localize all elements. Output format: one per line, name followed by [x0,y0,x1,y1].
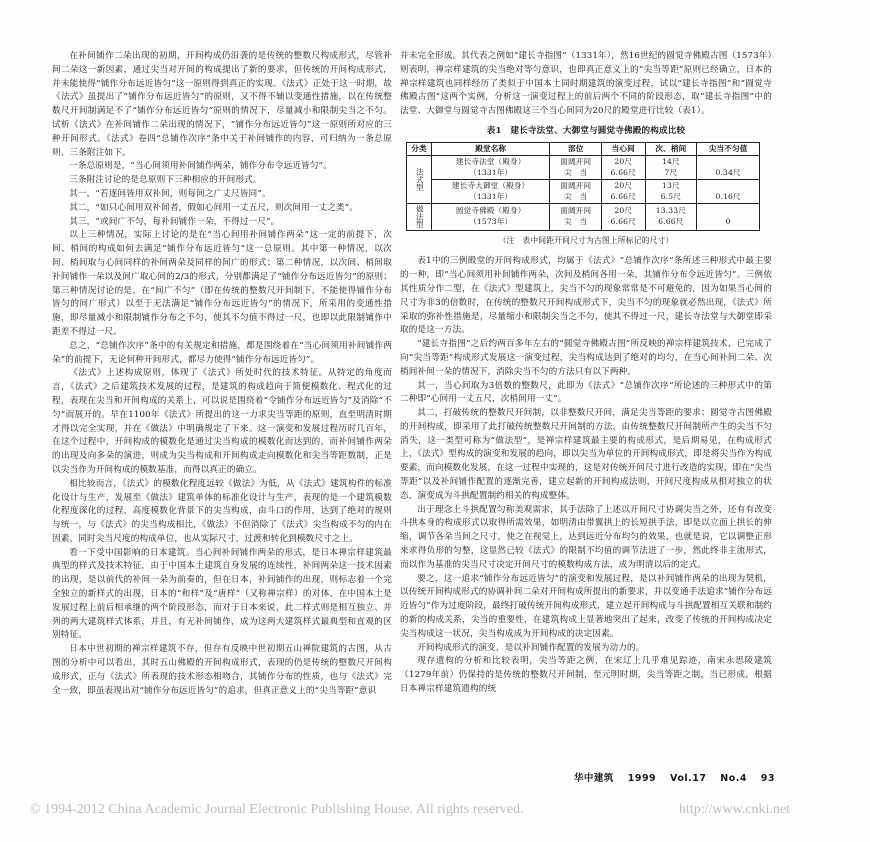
paragraph: 出于理念上斗拱配置匀称美观需求，其手法除了上述以开间尺寸协调尖当之外，还有有改变斗拱本身的构成形式以取得所需效果，如明清由带翼拱上的长短拱手法，即是以立面上拱长的伸缩，调节各朵当间之尺寸，使之在视觉上，达到远近分布均匀的效果，也就是说，它以调整正形来求得负形的匀整，这显然已较《法式》的限制不均值的调节法进了一步，然此终非主流形式，而以作为基准的尖当尺寸决定开间尺寸的模数构成方法，成为明清以后的定式。 [400,504,772,570]
cell-line: （1573年） [469,216,513,226]
paragraph: 三条附注讨论的是总原则下三种相应的开间形式。 [69,175,262,186]
cell-line [699,207,757,217]
table-cell-part [550,180,602,204]
page-footer [564,770,775,784]
cell-line: 7尺 [664,167,678,177]
left-column [52,50,392,698]
cnki-link: http://www.cnki.net [678,802,790,817]
cell-line: 建长寺大御堂（殿身） [451,181,530,191]
cell-line: 6.66尺 [610,167,636,177]
paragraph: 要之，这一追求“铺作分布远近皆匀”的演变和发展过程，是以补间铺作两朵的出现为契机，以传统开间构成形式的协调补间二朵对开间构成所提出的新要求，并以变通手法追求“铺作分布远近皆匀”作为过度阶段，最终打破传统开间构成形式，建立起开间构成与斗拱配置相互关联和制约的新的构成关系，尖当的重要性，在建筑构成上显著地突出了起来，改变了传统的开间构成决定尖当构成这一状况，尖当构成成为开间构成的决定因素。 [400,573,772,639]
page-number: 93 [760,773,775,784]
category-cell: 做法型 [407,204,432,230]
paragraph: 《法式》上述构成原则，体现了《法式》所处时代的技术特征。从特定的角度而言，《法式》之后建筑技术发展的过程，是建筑的构成趋向于简便模数化、程式化的过程，表现在尖当和开间构成的关系上，可以说是围绕着“令铺作分布远近皆匀”及消除“不匀”而展开的。早在1100年《法式》所提出的这一力求尖当等距的原则，直至明清时期才得以完全实现，并在《做法》中明确规定了下来。这一演变和发展过程历时几百年，在这个过程中，开间构成的模数化是通过尖当构成的模数化而达到的，而补间铺作两朵的出现及向多朵的演进，则成为尖当构成和开间构成走向模数化和尖当等距数制，正是以尖当作为开间构成的模数基准，而得以真正的确立。 [52,368,392,475]
paragraph: 其二，“如只心间用双补间者，假如心间用一丈五尺，则次间用一丈之类”。 [69,202,359,213]
cell-line: 20尺 [614,206,633,216]
table-caption: 表1 建长寺法堂、大御堂与圆觉寺佛殿的构成比较 [486,125,686,136]
journal-volume: Vol.17 [669,773,707,784]
table-cell-center [602,180,645,204]
cell-line: 13尺 [661,181,680,191]
right-column-top-text [400,50,772,119]
cell-line: 20尺 [614,181,633,191]
table-header-row [407,142,760,156]
category-cell: 法式型 [407,156,432,204]
paragraph: 日本中世初期的禅宗样建筑不存，但存有反映中世初期五山禅院建筑的古图，从古图的分析中可以看出，其时五山佛殿的开间构成形式，表现的仍是传统的整数尺开间构成形式，正与《法式》所表现的技术形态相吻合，其铺作分布的性质，也与《法式》完全一致，即虽表现出对“铺作分布远近皆匀”的追求，但真正意义上的“尖当等距”意识 [52,644,392,696]
cell-line: （1331年） [469,191,513,201]
table-header-cell: 殿堂名称 [432,142,550,156]
journal-name: 华中建筑 [573,773,614,784]
table-row [407,204,760,230]
cell-line: 0.16尺 [715,191,741,201]
table-header-cell: 当心间 [602,142,645,156]
cell-line: 圆觉寺佛殿（殿身） [455,206,526,216]
paragraph: 其一，当心间取为3倍数的整数尺，此即为《法式》“总铺作次序”所论述的三种形式中的第二种即“心间用一丈五尺，次梢间用一丈”。 [400,380,772,405]
table-header-cell: 次、梢间 [645,142,697,156]
paragraph: 总之，“总铺作次序”条中的有关规定和措施，都是围绕着在“当心间须用补间铺作两朵”的前提下，无论何种开间形式，都尽力使得“铺作分布远近皆匀”。 [52,340,392,365]
right-column-bottom-text [400,255,772,697]
paragraph: 并未完全形成。其代表之例如“建长寺指图”（1331年），然16世纪的圆觉寺佛殿古图（1573年）则表明，禅宗样建筑的尖当绝对等匀意识，也即真正意义上的“尖当等距”原则已经确立，日本的禅宗样建筑也同样经历了类似于中国本土同时期建筑的演变过程，试以“建长寺指图”和“圆觉寺佛殿古图”这两个实例，分析这一演变过程上的前后两个不同的阶段形态，取“建长寺指图”中的法堂、大御堂与圆觉寺古图佛殿这三个当心间同为20尺的殿堂进行比较（表1）。 [400,51,772,117]
table-header-cell: 部位 [550,142,602,156]
paragraph: 开间构成形式的演变，是以补间铺作配置的发展为动力的。 [417,642,645,653]
table-cell-side [645,180,697,204]
table-header-cell: 分类 [407,142,432,156]
table-cell-name [432,180,550,204]
table-cell-center [602,156,645,180]
cell-line: 面阔开间 [560,206,592,216]
paragraph: 以上三种情况，实际上讨论的是在“当心间用补间铺作两朵”这一定的前提下，次间、梢间的构成如何去满足“铺作分布远近皆匀”这一总原则。其中第一种情况，以次间、梢间取与心间同样的补间两朵及同样的间广的形式；第二种情况，以次间、梢间取补间铺作一朵以及间广取心间的2/3的形式，分别都满足了“铺作分布远近皆匀”的原则；第三种情况讨论的是，在“间广不匀”（即在传统的整数尺开间制下，不能使得铺作分布皆匀的间广形式）以至于无法满足“铺作分布远近皆匀”的情况下，所采用的变通性措施，即尽量减小和限制铺作分布之不匀，使其不匀值不得过一尺，也即以此限制铺作中距差不得过一尺。 [52,230,392,337]
cell-line: （1331年） [469,167,513,177]
cell-line: 6.66尺 [610,191,636,201]
table-cell-part [550,156,602,180]
table-row [407,156,760,180]
cell-line: 建长寺法堂（殿身） [455,157,526,167]
comparison-table [406,142,760,231]
cell-line: 尖 当 [564,216,588,226]
cell-line: 6.66尺 [658,216,684,226]
paragraph: 其二，打破传统的整数尺开间制，以非整数尺开间，满足尖当等距的要求；圆觉寺古图佛殿的开间构成，即采用了此打破传统整数尺开间制的方法，由传统整数尺开间制所产生的尖当不匀消失，这一类型可称为“做法型”，是禅宗样建筑最主要的构成形式，是后期易见，在构成形式上，《法式》型构成的演变和发展的趋向，即以尖当为单位的开间构成形式，即是将尖当作为构成要素，而向模数化发展，在这一过程中实现的，这是对传统开间尺寸进行改造的实现，即在“尖当等距”以及补间铺作配置的逐渐完善，建立起新的开间构成法则，开间尺度构成从相对独立的状态，演变成为斗拱配置制约相关的构成整体。 [400,408,772,501]
table-cell-side [645,156,697,180]
paragraph: 现存遗构的分析和比较表明，尖当等距之例，在宋辽上几乎难见踪迹，南宋永思陵建筑（1279年前）仍保持的是传统的整数尺开间制，至元明时期，尖当等距之制，当已形成，根据日本禅宗样建筑遗构的统 [400,656,772,695]
cell-line: 6.66尺 [610,216,636,226]
cell-line: 0 [725,216,731,226]
cell-line: 尖 当 [564,191,588,201]
copyright-text: © 1994-2012 China Academic Journal Electronic Publishing House. All rights reserved. [30,802,524,817]
paragraph: 一条总原则是，“当心间须用补间铺作两朵，铺作分布令远近皆匀”。 [69,161,332,172]
paragraph: 相比较而言，《法式》的模数化程度远较《做法》为低，从《法式》建筑构件的标准化设计与生产，发展至《做法》建筑单体的标准化设计与生产，表现的是一个建筑模数化程度深化的过程，高度模数化背景下的尖当构成，由斗口的作用，达到了绝对的规则与统一，与《法式》的尖当构成相比，《做法》不但消除了《法式》尖当构成不匀的内在因素，同时尖当尺度的构成单位，也从实际尺寸，过渡和转化到模数尺寸之上。 [52,478,392,544]
paragraph: “建长寺指图”之后约两百多年左右的“圆觉寺佛殿古图”所反映的禅宗样建筑技术，已完成了向“尖当等距”构成形式发展这一演变过程，尖当构成达到了绝对的均匀，在当心间补间二朵、次梢间补间一朵的情况下，消除尖当不匀的方法只有以下两种。 [400,339,772,377]
table-note: （注 表中间距开间尺寸为古图上所标记的尺寸） [498,235,674,245]
cell-line: 6.5尺 [660,191,681,201]
table-cell-diff [697,180,760,204]
table-header-cell: 尖当不匀值 [697,142,760,156]
cell-line: 面阔开间 [560,181,592,191]
cell-line: 13.33尺 [655,206,686,216]
table-1 [400,125,772,247]
journal-number: No.4 [720,773,747,784]
cell-line: 0.34尺 [715,167,741,177]
table-body [407,156,760,230]
cell-line: 14尺 [661,157,680,167]
table-row [407,180,760,204]
table-cell-name [432,204,550,230]
cell-line: 尖 当 [564,167,588,177]
cell-line: 20尺 [614,157,633,167]
journal-year: 1999 [627,773,657,784]
table-cell-center [602,204,645,230]
table-cell-part [550,204,602,230]
cell-line [699,182,757,192]
cell-line: 面阔开间 [560,157,592,167]
paragraph: 其三，“或间广不匀，每补间铺作一朵，不得过一尺”。 [69,216,280,227]
right-column [400,50,772,697]
paragraph: 表1中的三例殿堂的开间构成形式，均属于《法式》“总铺作次序”条所述三种形式中最主要的一种，即“当心间须用补间铺作两朵，次间及梢间各用一朵，其铺作分布令远近皆匀”。三例依其性质分作二型，在《法式》型建筑上，尖当不匀的现象常常是不可避免的，因为如果当心间的尺寸为非3的倍数时，在传统的整数尺开间构成形式下，尖当不匀的现象就必然出现，《法式》所采取的弥补性措施是，尽量缩小和限制尖当之不匀，使其不得过一尺，建长寺法堂与大御堂即采取的是这一方法。 [400,256,772,336]
table-cell-diff [697,204,760,230]
cell-line [699,158,757,168]
table-cell-diff [697,156,760,180]
table-cell-name [432,156,550,180]
paragraph: 其一，“若逐间皆用双补间，则每间之广丈尺皆同”。 [69,188,271,199]
paragraph: 在补间铺作二朵出现的初期，开间构成仍沿袭的是传统的整数尺构成形式，尽管补间二朵这一新因素，通过尖当对开间的构成提出了新的要求，但传统的开间构成形式，并未能使得“铺作分布远近皆匀”这一原则得到真正的实现。《法式》正处于这一时期，故《法式》虽提出了“铺作分布远近皆匀”的原则，又不得不辅以变通性措施，以在传统整数尺开间制满足不了“铺作分布远近皆匀”原则的情况下，尽量减小和限制尖当之不匀。试析《法式》在补间铺作二朵出现的情况下，“铺作分布远近皆匀”这一原则所对应的三种开间形式。《法式》卷四“总铺作次序”条中关于补间铺作的内容，可归纳为一条总原则、三条附注如下。 [52,51,392,158]
table-cell-side [645,204,697,230]
paragraph: 看一下受中国影响的日本建筑。当心间补间铺作两朵的形式，是日本禅宗样建筑最典型的样式及技术特征，由于中国本土建筑自身发展的连续性，补间两朵这一技术因素的出现，是以前代的补间一朵为前奏的，但在日本，补间铺作的出现，则标志着一个完全独立的新样式的出现，日本的“和样”及“唐样”（又称禅宗样）的对体，在中国本土是发展过程上前后相承继的两个阶段形态，而对于日本来说，此二样式则是相互独立、并列的两大建筑样式体系，并且，有无补间铺作，成为这两大建筑样式最典型和直观的区别特征。 [52,547,392,641]
